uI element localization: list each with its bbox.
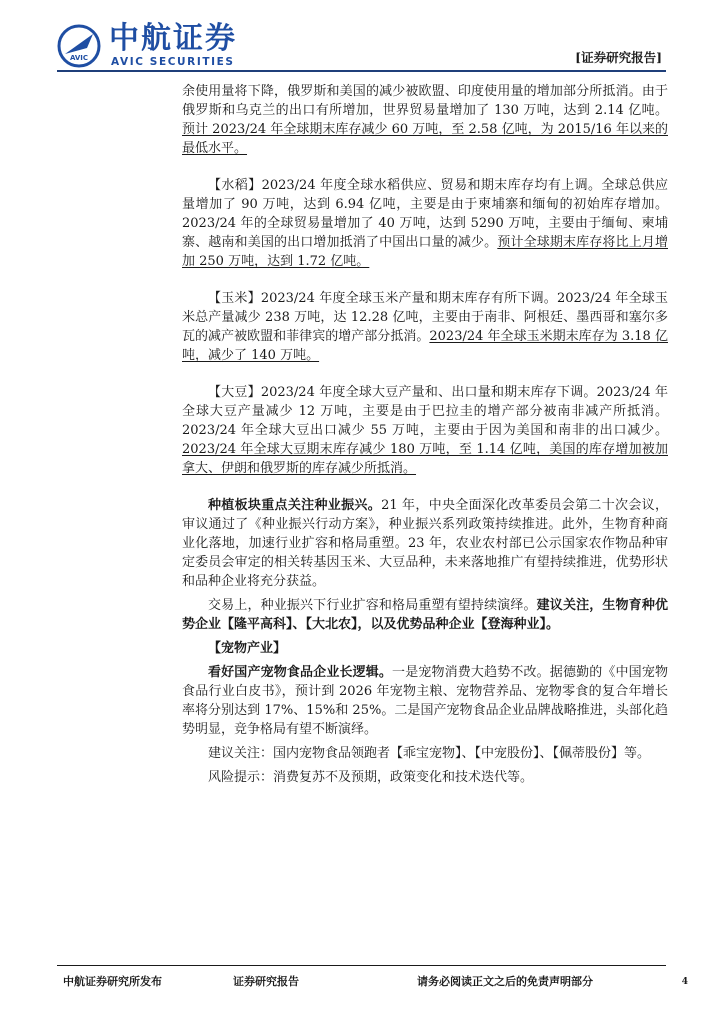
paragraph-text: 余使用量将下降，俄罗斯和美国的减少被欧盟、印度使用量的增加部分所抵消。由于俄罗斯和乌克兰的出口有所增加，世界贸易量增加了 130 万吨，达到 2.14 亿吨。 (182, 84, 668, 118)
paragraph-text: 建议关注：国内宠物食品领跑者【乖宝宠物】、【中宠股份】、【佩蒂股份】等。 (208, 746, 651, 761)
paragraph-seed-recommendation (182, 596, 668, 634)
paragraph-risk-warning (182, 768, 668, 787)
paragraph-pet-food (182, 663, 668, 739)
page-footer (57, 965, 688, 995)
header-divider (57, 70, 666, 72)
paragraph-text: 【玉米】2023/24 年度全球玉米产量和期末库存有所下调。2023/24 年全球玉米总产量减少 238 万吨，达 12.28 亿吨，主要由于南非、阿根廷、墨西哥和塞尔多瓦的减产被欧盟和菲律宾的增产部分抵消。 (182, 291, 668, 344)
paragraph-wheat-continued (182, 82, 668, 158)
paragraph-rice (182, 176, 668, 271)
bold-lead: 看好国产宠物食品企业长逻辑。 (208, 665, 393, 680)
paragraph-text: 【水稻】2023/24 年度全球水稻供应、贸易和期末库存均有上调。全球总供应量增加了 90 万吨，达到 6.94 亿吨，主要是由于柬埔寨和缅甸的初始库存增加。2023/24 年的全球贸易量增加了 40 万吨，达到 5290 万吨，主要由于缅甸、柬埔寨、越南和美国的出口增加抵消了中国出口量的减少。 (182, 178, 668, 250)
paragraph-text: 交易上，种业振兴下行业扩容和格局重塑有望持续演绎。 (208, 598, 537, 613)
paragraph-text: 【大豆】2023/24 年度全球大豆产量和、出口量和期末库存下调。2023/24 年全球大豆产量减少 12 万吨，主要是由于巴拉圭的增产部分被南非减产所抵消。2023/24 年全球大豆出口减少 55 万吨，主要由于因为美国和南非的出口减少。 (182, 385, 668, 438)
highlight-text: 2023/24 年全球大豆期末库存减少 180 万吨，至 1.14 亿吨，美国的库存增加被加拿大、伊朗和俄罗斯的库存减少所抵消。 (182, 442, 668, 476)
report-type-tag: [证券研究报告] (575, 50, 662, 65)
logo-english-name: AVIC SECURITIES (111, 56, 235, 68)
paragraph-text: 风险提示：消费复苏不及预期，政策变化和技术迭代等。 (208, 770, 534, 785)
footer-divider (57, 965, 666, 966)
logo-mark-text: AVIC (69, 54, 89, 62)
section-label: 【宠物产业】 (208, 641, 287, 656)
highlight-text: 预计 2023/24 年全球期末库存减少 60 万吨，至 2.58 亿吨，为 2015/16 年以来的最低水平。 (182, 122, 668, 156)
bold-lead: 种植板块重点关注种业振兴。 (208, 498, 382, 513)
report-body (182, 82, 668, 792)
paragraph-seed-industry (182, 496, 668, 591)
bold-recommendation: 建议关注，生物育种优势企业【隆平高科】、【大北农】，以及优势品种企业【登海种业】。 (182, 598, 668, 632)
footer-disclaimer: 请务必阅读正文之后的免责声明部分 (417, 975, 593, 988)
footer-report-type: 证券研究报告 (233, 975, 299, 988)
avic-logo-icon (57, 24, 101, 68)
highlight-text: 2023/24 年全球玉米期末库存为 3.18 亿吨，减少了 140 万吨。 (182, 329, 668, 363)
page-number: 4 (681, 977, 688, 987)
avic-logo (57, 22, 247, 70)
paragraph-soybean (182, 383, 668, 478)
paragraph-text: 21 年，中央全面深化改革委员会第二十次会议，审议通过了《种业振兴行动方案》，种业振兴系列政策持续推进。此外，生物育种商业化落地，加速行业扩容和格局重塑。23 年，农业农村部已公示国家农作物品种审定委员会审定的相关转基因玉米、大豆品种，未来落地推广有望持续推进，优势形状和品种企业将充分获益。 (182, 498, 668, 589)
section-heading-pet (182, 639, 668, 658)
logo-chinese-name: 中航证券 (109, 21, 237, 56)
page-header (0, 0, 724, 76)
footer-publisher: 中航证券研究所发布 (63, 975, 162, 988)
highlight-text: 预计全球期末库存将比上月增加 250 万吨，达到 1.72 亿吨。 (182, 235, 668, 269)
paragraph-corn (182, 289, 668, 365)
paragraph-text: 一是宠物消费大趋势不改。据德勤的《中国宠物食品行业白皮书》，预计到 2026 年宠物主粮、宠物营养品、宠物零食的复合年增长率将分别达到 17%、15%和 25%。二是国产宠物食品企业品牌战略推进，头部化趋势明显，竞争格局有望不断演绎。 (182, 665, 668, 737)
paragraph-pet-recommendation (182, 744, 668, 763)
